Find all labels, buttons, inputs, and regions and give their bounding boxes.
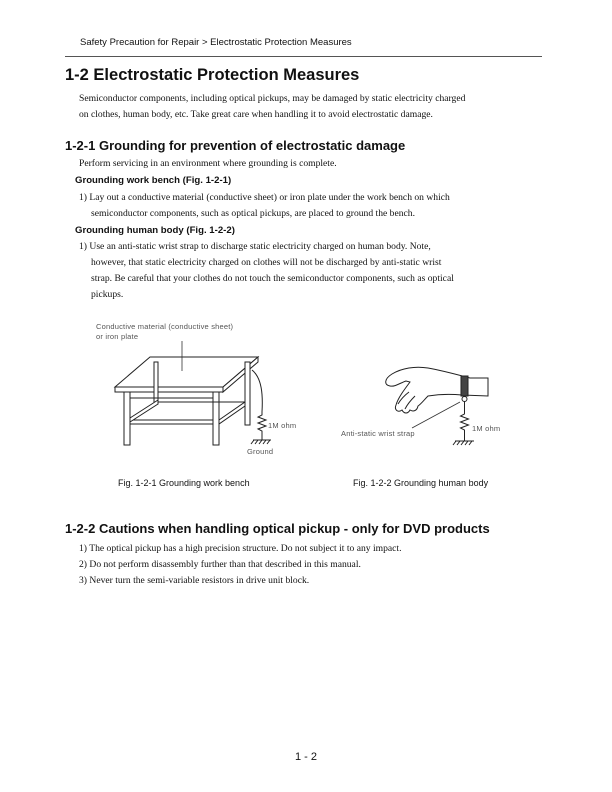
strap-ground-symbol [453,441,474,445]
bench-label-line-2: or iron plate [96,332,139,341]
bench-item-line-2: semiconductor components, such as optical pickups, are placed to ground the bench. [91,208,415,219]
page-header-breadcrumb: Safety Precaution for Repair > Electrostatic Protection Measures [80,37,352,48]
strap-label-leader [412,402,460,428]
caution-item-1: 1) The optical pickup has a high precision structure. Do not subject it to any impact. [79,543,402,554]
subsection-title-grounding: 1-2-1 Grounding for prevention of electrostatic damage [65,138,406,153]
body-item-line-1: 1) Use an anti-static wrist strap to discharge static electricity charged on human body. Note, [79,241,431,252]
body-item-line-3: strap. Be careful that your clothes do not touch the semiconductor components, such as optical [91,273,454,284]
hand-drawing [386,367,488,413]
bench-item-line-1: 1) Lay out a conductive material (conductive sheet) or iron plate under the work bench on which [79,192,450,203]
section-title: 1-2 Electrostatic Protection Measures [65,66,360,84]
subsection-title-cautions: 1-2-2 Cautions when handling optical pickup - only for DVD products [65,521,490,536]
bench-label-line-1: Conductive material (conductive sheet) [96,322,234,331]
wrist-strap-band [461,376,468,396]
bench-resistor-label: 1M ohm [268,421,297,430]
caution-item-2: 2) Do not perform disassembly further than that described in this manual. [79,559,361,570]
figure-caption-2: Fig. 1-2-2 Grounding human body [353,478,489,488]
strap-resistor-label: 1M ohm [472,424,501,433]
wrist-strap-snap [462,397,467,402]
intro-line-1: Semiconductor components, including optical pickups, may be damaged by static electricity charged [79,93,466,104]
strap-label: Anti-static wrist strap [341,429,415,438]
body-item-line-4: pickups. [91,289,124,300]
bench-resistor-symbol [258,412,266,440]
bench-heading: Grounding work bench (Fig. 1-2-1) [75,175,232,186]
strap-resistor-symbol [461,401,469,441]
body-heading: Grounding human body (Fig. 1-2-2) [75,225,235,236]
bench-ground-symbol [251,440,271,444]
intro-line-2: on clothes, human body, etc. Take great care when handling it to avoid electrostatic damage. [79,109,433,120]
ground-label: Ground [247,447,274,456]
grounding-intro: Perform servicing in an environment where grounding is complete. [79,158,337,169]
figure-caption-1: Fig. 1-2-1 Grounding work bench [118,478,250,488]
work-bench-drawing [115,357,258,445]
bench-ground-wire [252,370,262,412]
body-item-line-2: however, that static electricity charged on clothes will not be discharged by anti-static wrist [91,257,442,268]
page-number: 1 - 2 [294,751,317,763]
caution-item-3: 3) Never turn the semi-variable resistors in drive unit block. [79,575,310,586]
